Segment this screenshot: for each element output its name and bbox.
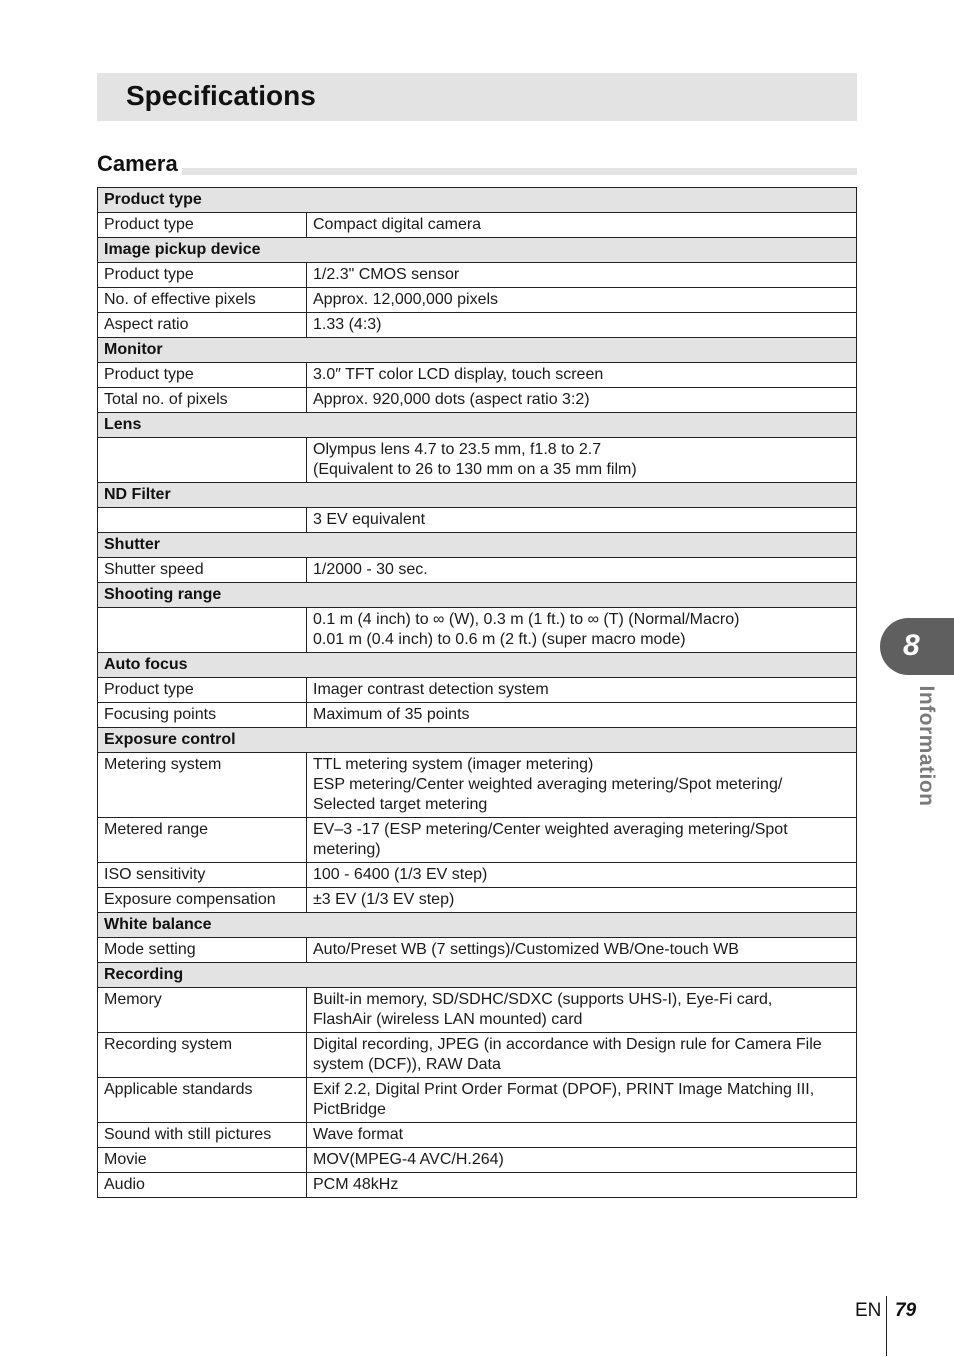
chapter-number: 8	[903, 629, 920, 662]
table-row	[98, 753, 857, 818]
spec-label: Mode setting	[98, 938, 307, 963]
spec-label: Movie	[98, 1148, 307, 1173]
spec-label	[98, 608, 307, 653]
table-row	[98, 213, 857, 238]
spec-value: 3.0″ TFT color LCD display, touch screen	[307, 363, 857, 388]
group-header-row	[98, 413, 857, 438]
spec-value: EV–3 -17 (ESP metering/Center weighted averaging metering/Spot metering)	[307, 818, 857, 863]
group-header-row	[98, 533, 857, 558]
section-header	[97, 150, 857, 178]
page-title: Specifications	[126, 80, 316, 111]
footer-language: EN	[855, 1300, 882, 1321]
chapter-label: Information	[915, 685, 938, 807]
spec-value: 3 EV equivalent	[307, 508, 857, 533]
spec-value: PCM 48kHz	[307, 1173, 857, 1198]
spec-value: Wave format	[307, 1123, 857, 1148]
group-header-row	[98, 188, 857, 213]
spec-value: Imager contrast detection system	[307, 678, 857, 703]
spec-value: 1/2.3" CMOS sensor	[307, 263, 857, 288]
spec-value: 100 - 6400 (1/3 EV step)	[307, 863, 857, 888]
group-header: Exposure control	[98, 728, 857, 753]
spec-value: Olympus lens 4.7 to 23.5 mm, f1.8 to 2.7 (Equivalent to 26 to 130 mm on a 35 mm film)	[307, 438, 857, 483]
group-header: White balance	[98, 913, 857, 938]
spec-value: TTL metering system (imager metering) ESP metering/Center weighted averaging metering/Spot metering/ Selected target metering	[307, 753, 857, 818]
spec-label: Aspect ratio	[98, 313, 307, 338]
spec-label	[98, 438, 307, 483]
table-row	[98, 988, 857, 1033]
table-row	[98, 1123, 857, 1148]
spec-label: Metered range	[98, 818, 307, 863]
spec-label: No. of effective pixels	[98, 288, 307, 313]
section-title: Camera	[97, 151, 182, 177]
group-header: Monitor	[98, 338, 857, 363]
title-bar	[97, 73, 857, 121]
group-header-row	[98, 963, 857, 988]
group-header-row	[98, 913, 857, 938]
spec-label: Audio	[98, 1173, 307, 1198]
group-header-row	[98, 583, 857, 608]
spec-label	[98, 508, 307, 533]
chapter-tab	[880, 618, 954, 675]
spec-value: Auto/Preset WB (7 settings)/Customized WB/One-touch WB	[307, 938, 857, 963]
table-row	[98, 388, 857, 413]
spec-value: Built-in memory, SD/SDHC/SDXC (supports UHS-I), Eye-Fi card, FlashAir (wireless LAN mounted) card	[307, 988, 857, 1033]
table-row	[98, 438, 857, 483]
table-row	[98, 263, 857, 288]
spec-label: Metering system	[98, 753, 307, 818]
spec-value: Compact digital camera	[307, 213, 857, 238]
spec-value: 1.33 (4:3)	[307, 313, 857, 338]
group-header: Image pickup device	[98, 238, 857, 263]
table-row	[98, 313, 857, 338]
group-header-row	[98, 238, 857, 263]
spec-value: Approx. 920,000 dots (aspect ratio 3:2)	[307, 388, 857, 413]
spec-value: Approx. 12,000,000 pixels	[307, 288, 857, 313]
spec-value: Maximum of 35 points	[307, 703, 857, 728]
group-header: Shutter	[98, 533, 857, 558]
group-header-row	[98, 483, 857, 508]
spec-table	[97, 187, 857, 1198]
group-header: Recording	[98, 963, 857, 988]
table-row	[98, 888, 857, 913]
spec-label: Sound with still pictures	[98, 1123, 307, 1148]
group-header-row	[98, 653, 857, 678]
spec-label: Memory	[98, 988, 307, 1033]
table-row	[98, 863, 857, 888]
spec-label: Product type	[98, 213, 307, 238]
spec-label: Exposure compensation	[98, 888, 307, 913]
spec-label: Focusing points	[98, 703, 307, 728]
spec-value: ±3 EV (1/3 EV step)	[307, 888, 857, 913]
spec-value: MOV(MPEG-4 AVC/H.264)	[307, 1148, 857, 1173]
spec-value: Exif 2.2, Digital Print Order Format (DPOF), PRINT Image Matching III, PictBridge	[307, 1078, 857, 1123]
spec-label: Product type	[98, 363, 307, 388]
table-row	[98, 938, 857, 963]
spec-label: Shutter speed	[98, 558, 307, 583]
table-row	[98, 508, 857, 533]
spec-label: Total no. of pixels	[98, 388, 307, 413]
table-row	[98, 363, 857, 388]
table-row	[98, 1173, 857, 1198]
spec-label: Product type	[98, 678, 307, 703]
spec-value: Digital recording, JPEG (in accordance with Design rule for Camera File system (DCF)), RAW Data	[307, 1033, 857, 1078]
spec-label: Recording system	[98, 1033, 307, 1078]
group-header: Shooting range	[98, 583, 857, 608]
group-header: Auto focus	[98, 653, 857, 678]
table-row	[98, 288, 857, 313]
table-row	[98, 1078, 857, 1123]
spec-value: 1/2000 - 30 sec.	[307, 558, 857, 583]
footer-divider	[886, 1296, 887, 1356]
spec-label: Product type	[98, 263, 307, 288]
spec-label: ISO sensitivity	[98, 863, 307, 888]
table-row	[98, 1148, 857, 1173]
group-header: Lens	[98, 413, 857, 438]
spec-label: Applicable standards	[98, 1078, 307, 1123]
table-row	[98, 608, 857, 653]
group-header-row	[98, 338, 857, 363]
group-header: Product type	[98, 188, 857, 213]
table-row	[98, 1033, 857, 1078]
page-number: 79	[895, 1300, 917, 1321]
table-row	[98, 558, 857, 583]
group-header: ND Filter	[98, 483, 857, 508]
section-rule	[97, 168, 857, 175]
table-row	[98, 678, 857, 703]
table-row	[98, 818, 857, 863]
group-header-row	[98, 728, 857, 753]
table-row	[98, 703, 857, 728]
spec-table-body	[98, 188, 857, 1198]
spec-value: 0.1 m (4 inch) to ∞ (W), 0.3 m (1 ft.) to ∞ (T) (Normal/Macro) 0.01 m (0.4 inch) to 0.6 m (2 ft.) (super macro mode)	[307, 608, 857, 653]
